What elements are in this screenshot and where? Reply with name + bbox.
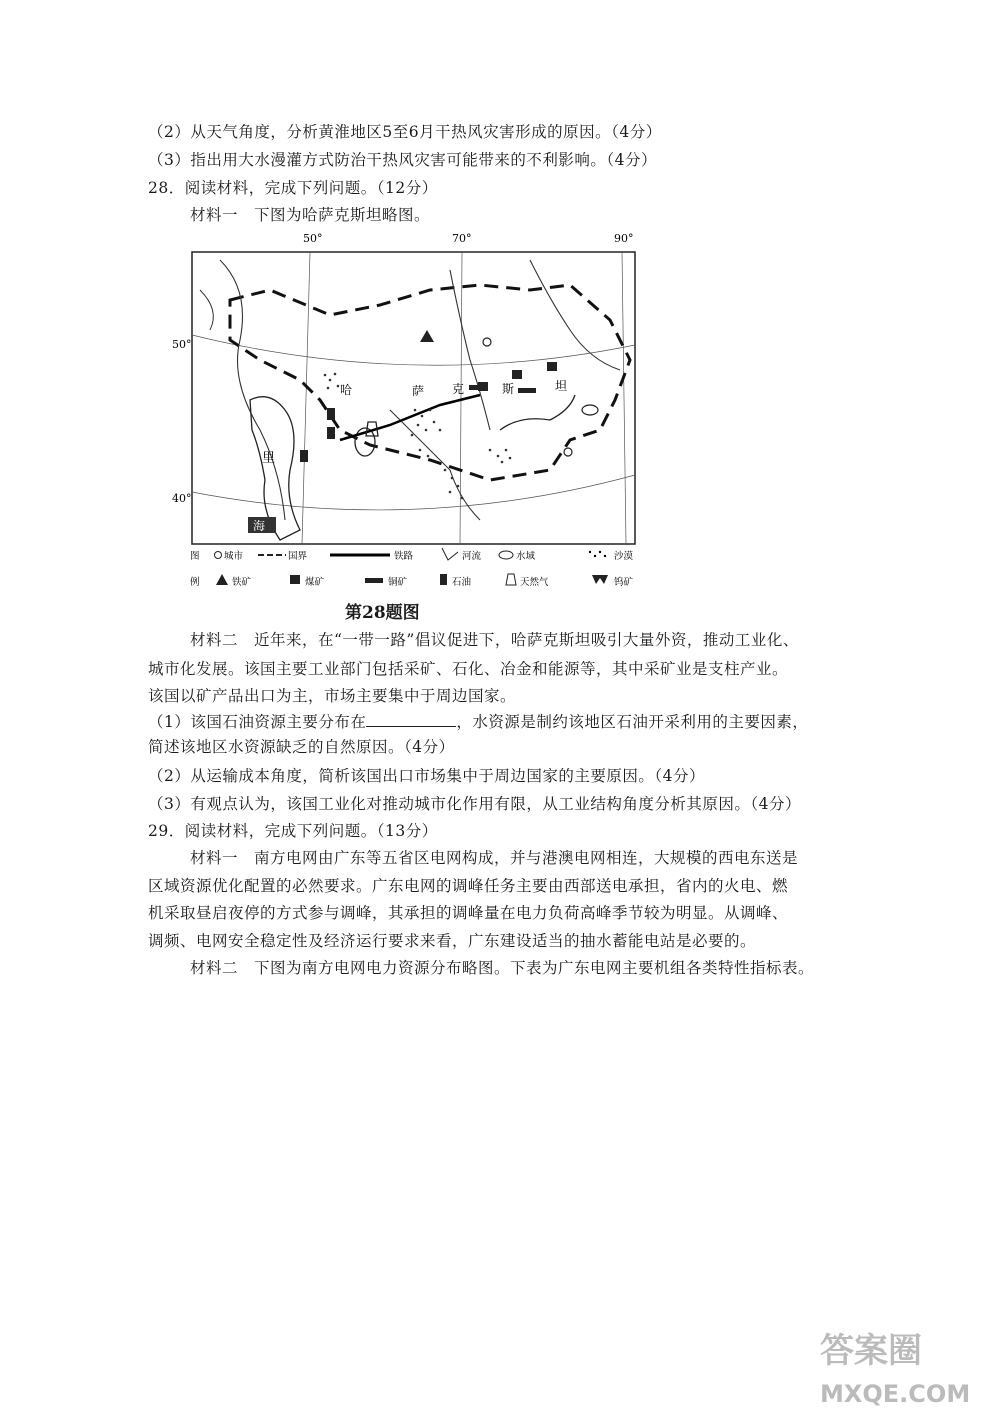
map-label-ha: 哈 [340,383,353,397]
figure-caption: 第28题图 [345,603,420,623]
question-28-1-line-2: 简述该地区水资源缺乏的自然原因。（4分） [148,738,455,756]
svg-text:城市: 城市 [224,551,244,562]
material-1-intro: 材料一 下图为哈萨克斯坦略图。 [190,206,431,224]
kazakhstan-map [172,230,650,600]
question-28-1-line-1 [148,711,808,732]
coal-symbol-1 [512,370,522,379]
question-29-title: 29．阅读材料，完成下列问题。（13分） [148,822,438,840]
meridian-90 [622,252,626,544]
map-label-ke: 克 [452,382,465,396]
meridian-50 [302,252,310,544]
svg-text:钨矿: 钨矿 [614,577,634,588]
q29-material-1-line-3: 机采取昼启夜停的方式参与调峰，其承担的调峰量在电力负荷高峰季节较为明显。从调峰、 [148,904,789,922]
material-2-line-3: 该国以矿产品出口为主，市场主要集中于周边国家。 [148,687,517,705]
svg-text:国界: 国界 [288,551,308,562]
map-label-tan: 坦 [555,379,568,393]
svg-text:铁路: 铁路 [394,551,414,562]
svg-text:铜矿: 铜矿 [388,577,408,588]
river-5 [200,290,213,330]
question-28-title: 28．阅读材料，完成下列问题。（12分） [148,179,438,197]
river-2 [450,270,490,430]
copper-symbol-2 [518,388,536,393]
parallel-40 [192,475,635,510]
svg-text:铁矿: 铁矿 [232,577,252,588]
legend-row-2 [190,574,634,588]
material-2-line-1: 材料二 近年来，在“一带一路”倡议促进下，哈萨克斯坦吸引大量外资，推动工业化、 [190,631,799,649]
map-label-sa: 萨 [412,384,425,398]
river-4 [390,410,480,520]
question-27-3: （3）指出用大水漫灌方式防治干热风灾害可能带来的不利影响。（4分） [148,151,657,169]
answer-blank[interactable] [366,711,456,727]
lon-label-50: 50° [303,232,323,245]
svg-text:例: 例 [190,577,200,588]
svg-text:煤矿: 煤矿 [305,577,325,588]
city-southeast [564,448,572,456]
svg-text:河流: 河流 [462,551,482,562]
question-27-2: （2）从天气角度，分析黄淮地区5至6月干热风灾害形成的原因。（4分） [148,123,662,141]
svg-text:水域: 水域 [516,551,536,562]
question-28-1-part-b: ，水资源是制约该地区石油开采利用的主要因素， [456,713,809,731]
oil-symbol-1 [327,408,335,420]
meridian-70 [460,252,462,544]
lake-zaysan [582,405,598,415]
lake-balkhash [500,395,575,430]
svg-text:沙漠: 沙漠 [614,551,634,562]
iron-ore-symbol [420,330,434,342]
map-label-hai: 海 [253,519,266,533]
lon-label-70: 70° [452,232,472,245]
q29-material-1-line-4: 调频、电网安全稳定性及经济运行要求来看，广东建设适当的抽水蓄能电站是必要的。 [148,932,757,950]
oil-symbol-2 [327,427,335,439]
railway [340,395,480,440]
svg-text:石油: 石油 [452,577,472,588]
question-28-2: （2）从运输成本角度，简析该国出口市场集中于周边国家的主要原因。（4分） [148,767,705,785]
copper-symbol-1 [469,385,487,390]
lat-label-50: 50° [172,338,192,351]
q29-material-1-line-1: 材料一 南方电网由广东等五省区电网构成，并与港澳电网相连，大规模的西电东送是 [190,849,799,867]
q29-material-1-line-2: 区域资源优化配置的必然要求。广东电网的调峰任务主要由西部送电承担，省内的火电、燃 [148,877,789,895]
svg-text:天然气: 天然气 [520,577,549,588]
svg-text:图: 图 [190,551,200,562]
watermark-top-text: 答案圈 [820,1331,922,1371]
oil-symbol-3 [300,450,308,462]
question-28-3: （3）有观点认为，该国工业化对推动城市化作用有限，从工业结构角度分析其原因。（4分） [148,795,801,813]
legend-row-1 [190,548,634,562]
lat-label-40: 40° [172,492,192,505]
q29-material-2-line-1: 材料二 下图为南方电网电力资源分布略图。下表为广东电网主要机组各类特性指标表。 [190,959,815,977]
coal-symbol-2 [547,362,557,371]
map-frame [192,252,635,544]
material-2-line-2: 城市化发展。该国主要工业部门包括采矿、石化、冶金和能源等，其中采矿业是支柱产业。 [148,660,789,678]
city-north [483,338,491,346]
watermark-bottom-text: MXQE.COM [820,1380,971,1408]
parallel-50 [192,335,635,365]
map-label-si: 斯 [502,382,515,396]
lon-label-90: 90° [614,232,634,245]
question-28-1-part-a: （1）该国石油资源主要分布在 [148,713,367,731]
watermark-logo [800,1320,990,1410]
map-label-li: 里 [262,451,276,466]
